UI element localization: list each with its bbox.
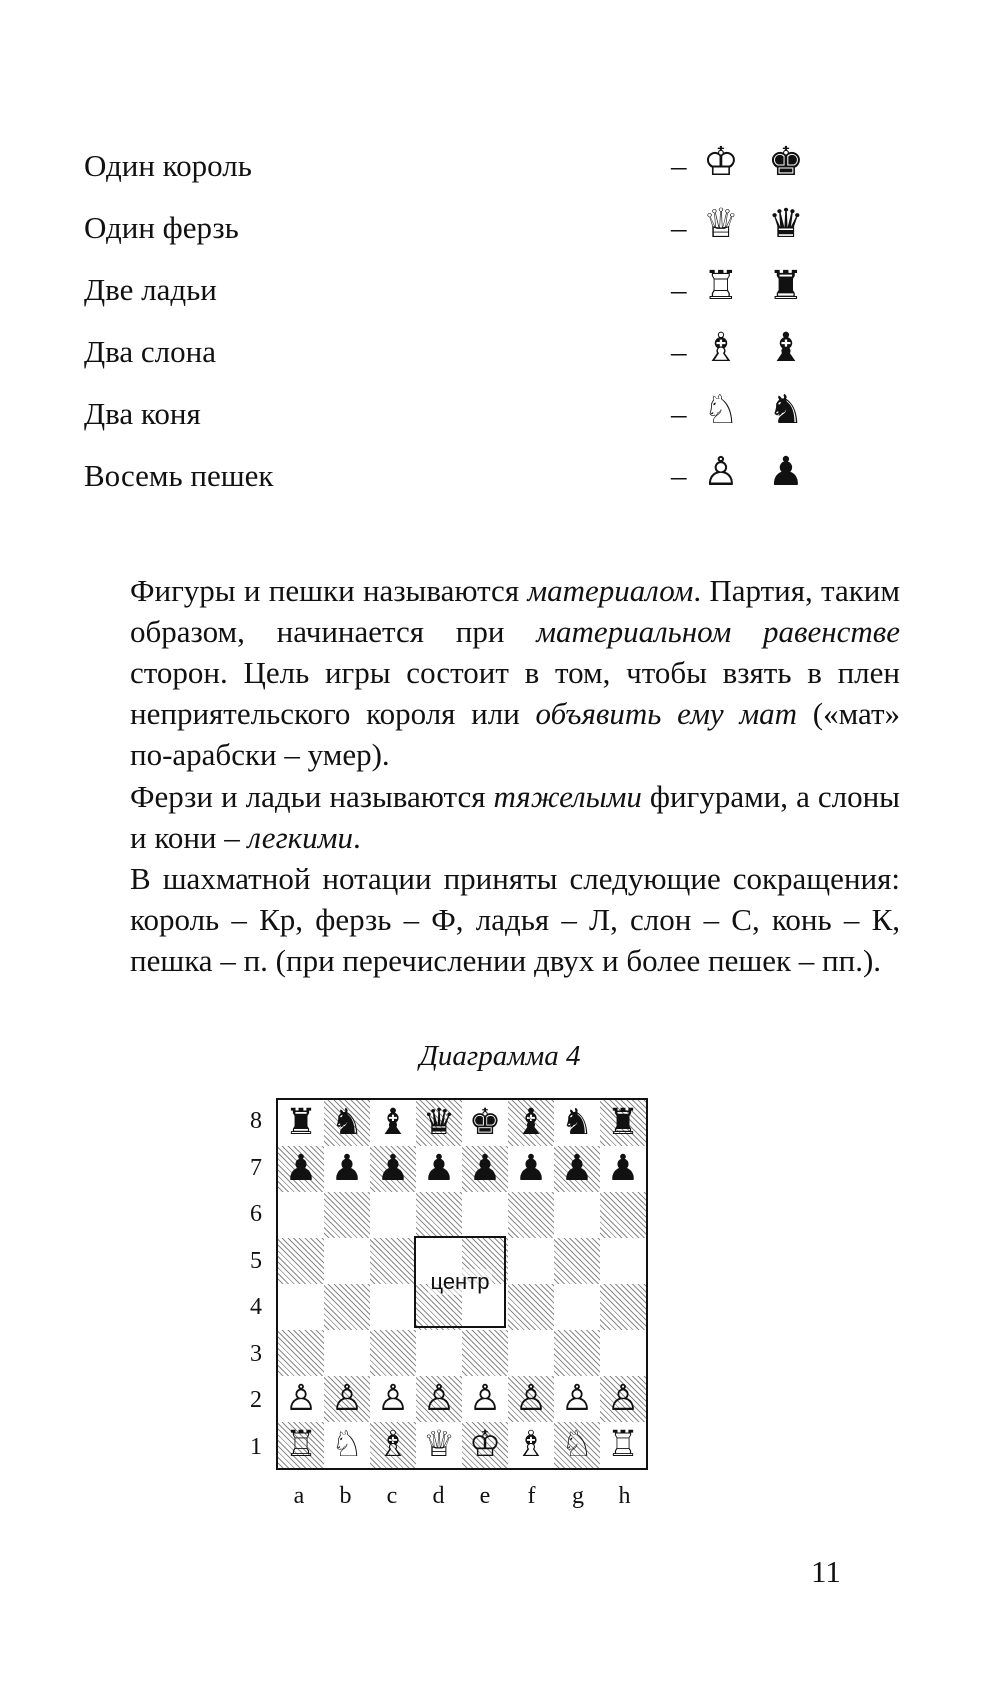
chess-piece-icon: ♔ xyxy=(468,1424,502,1465)
chess-piece-icon: ♛ xyxy=(422,1102,456,1143)
rank-label: 6 xyxy=(250,1201,262,1228)
piece-row-rook xyxy=(84,263,804,326)
square-b4 xyxy=(324,1284,370,1330)
square-b1 xyxy=(324,1422,370,1468)
emphasis: материалом xyxy=(527,573,694,608)
black-rook-icon: ♜ xyxy=(768,263,804,309)
chess-piece-icon: ♟ xyxy=(330,1148,364,1189)
text-run: («мат» по-арабски – умер). xyxy=(130,696,900,772)
paragraph-heavy-light xyxy=(84,776,900,858)
square-a7 xyxy=(278,1146,324,1192)
chess-piece-icon: ♟ xyxy=(376,1148,410,1189)
chess-piece-icon: ♟ xyxy=(422,1148,456,1189)
page-number: 11 xyxy=(811,1554,841,1589)
square-a4 xyxy=(278,1284,324,1330)
dash: – xyxy=(671,334,687,369)
square-c5 xyxy=(370,1238,416,1284)
square-h2 xyxy=(600,1376,646,1422)
chess-piece-icon: ♗ xyxy=(376,1424,410,1465)
emphasis: материальном равенстве xyxy=(536,614,900,649)
chess-piece-icon: ♙ xyxy=(284,1378,318,1419)
chess-piece-icon: ♝ xyxy=(376,1102,410,1143)
square-a8 xyxy=(278,1100,324,1146)
emphasis: объявить ему мат xyxy=(535,696,798,731)
text-run: сторон. Цель игры состоит в том, чтобы взять в плен неприятельского короля или xyxy=(130,655,900,731)
square-h1 xyxy=(600,1422,646,1468)
square-f6 xyxy=(508,1192,554,1238)
chess-piece-icon: ♟ xyxy=(468,1148,502,1189)
chess-piece-icon: ♙ xyxy=(606,1378,640,1419)
chess-piece-icon: ♚ xyxy=(468,1102,502,1143)
chess-piece-icon: ♘ xyxy=(560,1424,594,1465)
chess-piece-icon: ♘ xyxy=(330,1424,364,1465)
square-g8 xyxy=(554,1100,600,1146)
black-knight-icon: ♞ xyxy=(768,387,804,433)
dash: – xyxy=(671,272,687,307)
piece-name: Два слона xyxy=(84,334,216,369)
square-h8 xyxy=(600,1100,646,1146)
square-d2 xyxy=(416,1376,462,1422)
square-h4 xyxy=(600,1284,646,1330)
chess-piece-icon: ♙ xyxy=(330,1378,364,1419)
piece-name: Один король xyxy=(84,148,252,183)
text-run: . xyxy=(352,820,361,855)
chess-piece-icon: ♜ xyxy=(284,1102,318,1143)
chess-piece-icon: ♗ xyxy=(514,1424,548,1465)
rank-label: 2 xyxy=(250,1387,262,1414)
piece-name: Один ферзь xyxy=(84,210,239,245)
rank-label: 8 xyxy=(250,1108,262,1135)
chess-piece-icon: ♙ xyxy=(560,1378,594,1419)
square-e1 xyxy=(462,1422,508,1468)
square-a5 xyxy=(278,1238,324,1284)
text-run: Ферзи и ладьи называются xyxy=(130,779,494,814)
piece-name: Восемь пешек xyxy=(84,458,274,493)
square-f7 xyxy=(508,1146,554,1192)
square-c4 xyxy=(370,1284,416,1330)
piece-row-knight xyxy=(84,387,804,450)
chess-piece-icon: ♟ xyxy=(606,1148,640,1189)
file-label: e xyxy=(479,1483,491,1509)
square-f2 xyxy=(508,1376,554,1422)
square-f8 xyxy=(508,1100,554,1146)
square-a3 xyxy=(278,1330,324,1376)
square-g4 xyxy=(554,1284,600,1330)
square-b5 xyxy=(324,1238,370,1284)
square-c8 xyxy=(370,1100,416,1146)
piece-row-queen xyxy=(84,201,804,264)
file-label: b xyxy=(339,1483,352,1509)
square-e8 xyxy=(462,1100,508,1146)
square-d7 xyxy=(416,1146,462,1192)
square-f4 xyxy=(508,1284,554,1330)
square-e7 xyxy=(462,1146,508,1192)
rank-label: 5 xyxy=(250,1247,262,1274)
square-d1 xyxy=(416,1422,462,1468)
text-run: . Партия, таким образом, начинается при xyxy=(130,573,900,649)
piece-row-king xyxy=(84,139,804,202)
square-c3 xyxy=(370,1330,416,1376)
emphasis: легкими xyxy=(247,820,353,855)
white-pawn-icon: ♙ xyxy=(703,449,739,495)
square-g3 xyxy=(554,1330,600,1376)
white-queen-icon: ♕ xyxy=(703,201,739,247)
square-a6 xyxy=(278,1192,324,1238)
dash: – xyxy=(671,458,687,493)
square-c2 xyxy=(370,1376,416,1422)
chess-piece-icon: ♟ xyxy=(560,1148,594,1189)
square-f3 xyxy=(508,1330,554,1376)
dash: – xyxy=(671,396,687,431)
white-rook-icon: ♖ xyxy=(703,263,739,309)
piece-name: Две ладьи xyxy=(84,272,217,307)
chess-piece-icon: ♙ xyxy=(376,1378,410,1419)
rank-label: 7 xyxy=(250,1154,262,1181)
piece-list xyxy=(84,139,804,512)
square-f1 xyxy=(508,1422,554,1468)
chess-piece-icon: ♟ xyxy=(284,1148,318,1189)
square-g6 xyxy=(554,1192,600,1238)
file-label: g xyxy=(572,1483,584,1509)
paragraph-notation: В шахматной нотации приняты следующие сокращения: король – Кр, ферзь – Ф, ладья – Л, слон – С, конь – К, пешка – п. (при перечислении двух и более пешек – пп.). xyxy=(130,861,900,978)
chess-piece-icon: ♞ xyxy=(560,1102,594,1143)
file-label: d xyxy=(432,1483,445,1509)
piece-row-bishop xyxy=(84,325,804,388)
white-king-icon: ♔ xyxy=(703,139,739,185)
chess-piece-icon: ♙ xyxy=(514,1378,548,1419)
chess-piece-icon: ♖ xyxy=(606,1424,640,1465)
square-c1 xyxy=(370,1422,416,1468)
rank-label: 3 xyxy=(250,1340,262,1367)
chess-piece-icon: ♙ xyxy=(468,1378,502,1419)
chess-piece-icon: ♝ xyxy=(514,1102,548,1143)
square-e3 xyxy=(462,1330,508,1376)
chess-piece-icon: ♜ xyxy=(606,1102,640,1143)
square-b6 xyxy=(324,1192,370,1238)
square-a2 xyxy=(278,1376,324,1422)
chess-piece-icon: ♖ xyxy=(284,1424,318,1465)
square-a1 xyxy=(278,1422,324,1468)
black-bishop-icon: ♝ xyxy=(768,325,804,371)
center-zone xyxy=(414,1236,506,1328)
square-e6 xyxy=(462,1192,508,1238)
dash: – xyxy=(671,148,687,183)
text-run: Фигуры и пешки называются xyxy=(130,573,528,608)
square-h6 xyxy=(600,1192,646,1238)
emphasis: тяжелыми xyxy=(493,779,642,814)
square-c7 xyxy=(370,1146,416,1192)
square-g5 xyxy=(554,1238,600,1284)
rank-label: 1 xyxy=(250,1433,262,1460)
chess-diagram xyxy=(276,1098,648,1470)
square-f5 xyxy=(508,1238,554,1284)
diagram-caption: Диаграмма 4 xyxy=(419,1040,581,1072)
square-d6 xyxy=(416,1192,462,1238)
center-label: центр xyxy=(430,1269,490,1294)
square-d3 xyxy=(416,1330,462,1376)
file-label: h xyxy=(618,1483,631,1509)
file-label: c xyxy=(386,1483,398,1509)
square-g2 xyxy=(554,1376,600,1422)
chess-piece-icon: ♞ xyxy=(330,1102,364,1143)
white-knight-icon: ♘ xyxy=(703,387,739,433)
square-b2 xyxy=(324,1376,370,1422)
rank-label: 4 xyxy=(250,1294,262,1321)
square-g1 xyxy=(554,1422,600,1468)
black-pawn-icon: ♟ xyxy=(768,449,804,495)
square-d8 xyxy=(416,1100,462,1146)
chess-piece-icon: ♙ xyxy=(422,1378,456,1419)
square-b7 xyxy=(324,1146,370,1192)
text-run: фигурами, а слоны и кони – xyxy=(130,779,901,855)
square-h3 xyxy=(600,1330,646,1376)
black-queen-icon: ♛ xyxy=(768,201,804,247)
square-h7 xyxy=(600,1146,646,1192)
square-b8 xyxy=(324,1100,370,1146)
paragraph-material xyxy=(84,570,900,775)
dash: – xyxy=(671,210,687,245)
piece-name: Два коня xyxy=(84,396,201,431)
file-label: a xyxy=(293,1483,305,1509)
square-h5 xyxy=(600,1238,646,1284)
square-c6 xyxy=(370,1192,416,1238)
chess-piece-icon: ♕ xyxy=(422,1424,456,1465)
square-g7 xyxy=(554,1146,600,1192)
piece-row-pawn xyxy=(84,449,804,512)
white-bishop-icon: ♗ xyxy=(703,325,739,371)
chess-piece-icon: ♟ xyxy=(514,1148,548,1189)
square-e2 xyxy=(462,1376,508,1422)
file-label: f xyxy=(527,1483,536,1509)
square-b3 xyxy=(324,1330,370,1376)
black-king-icon: ♚ xyxy=(768,139,804,185)
